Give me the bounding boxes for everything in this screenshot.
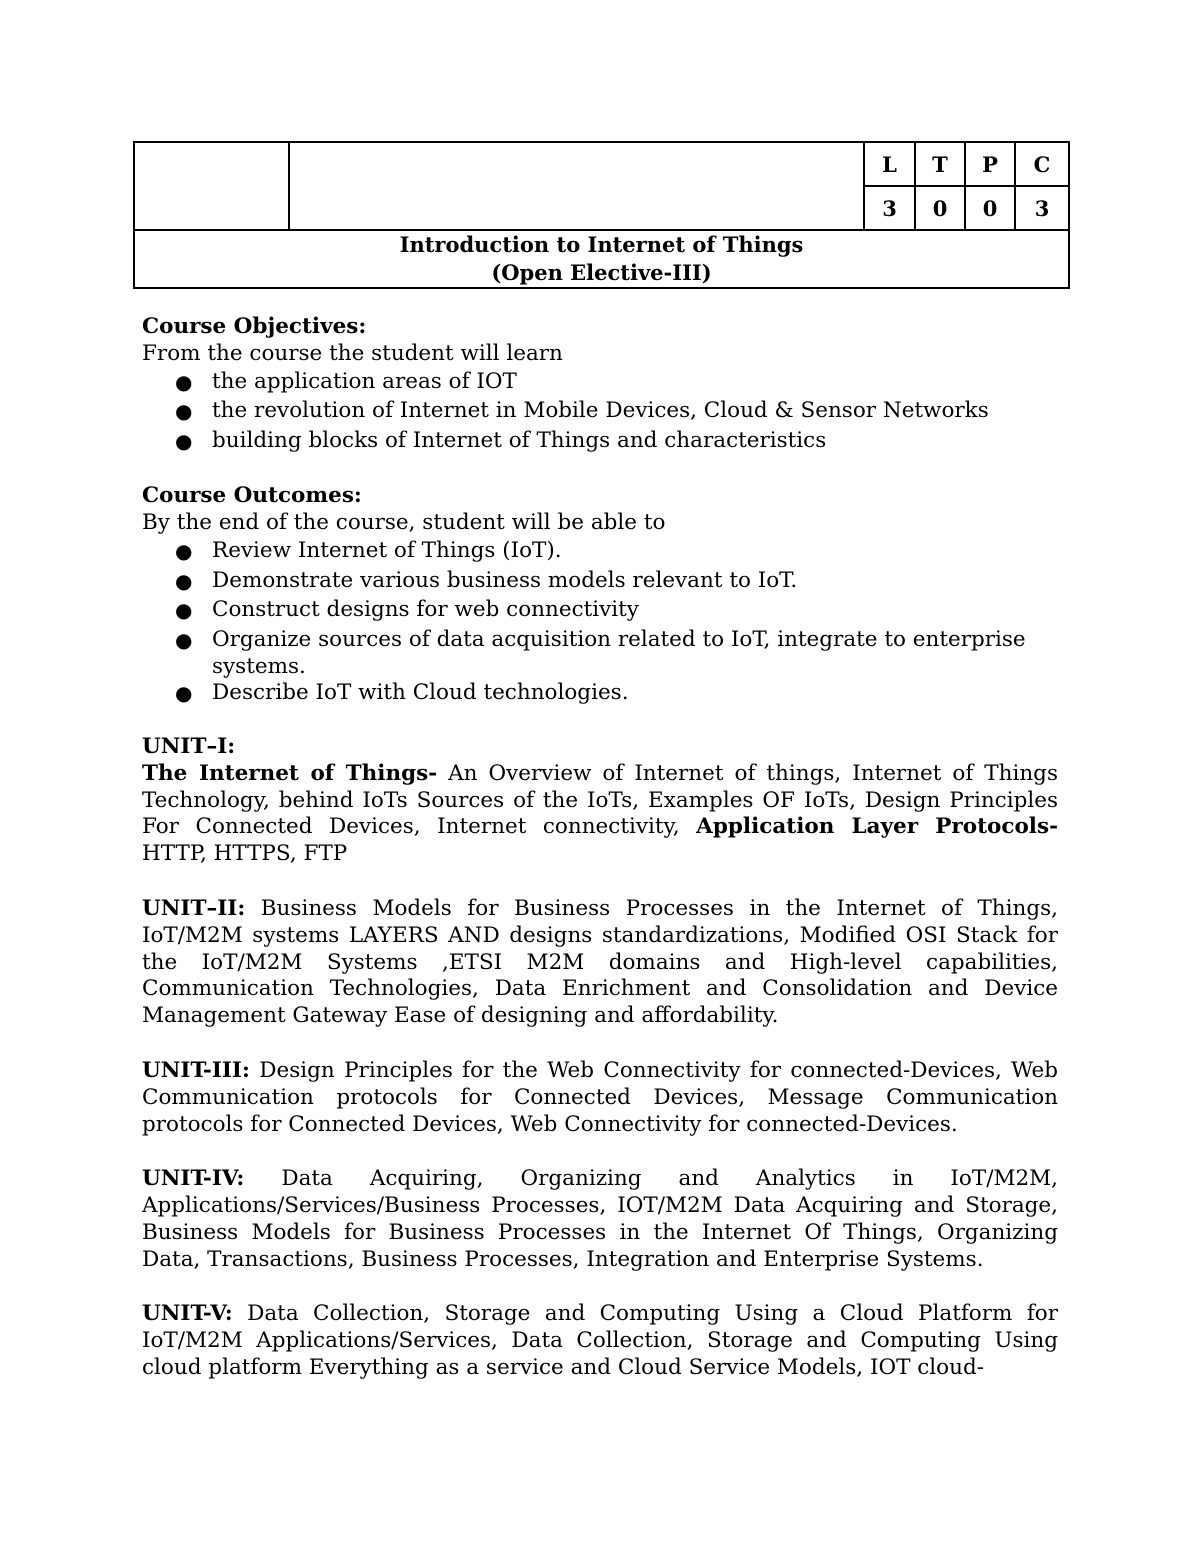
list-item: ● Review Internet of Things (IoT).	[175, 537, 562, 563]
unit2-heading: UNIT–II:	[142, 895, 246, 921]
unit4-text: Data Acquiring, Organizing and Analytics in IoT/M2M, Applications/Services/Business Processes, IOT/M2M Data Acquiring and Storage, Business Models for Business Processes in the Internet Of Things, Organizing Data, Transactions, Business Processes, Integration and Enterprise Systems.	[142, 1166, 1058, 1272]
ltpc-value-p: 0	[965, 186, 1015, 230]
course-header-table	[133, 141, 1070, 289]
ltpc-label-t: T	[915, 142, 965, 186]
bullet-icon: ●	[175, 598, 193, 623]
outcomes-heading: Course Outcomes:	[142, 483, 362, 509]
unit1-body	[142, 761, 1058, 868]
ltpc-value-c: 3	[1015, 186, 1069, 230]
list-item: ● Organize sources of data acquisition related to IoT, integrate to enterprise systems.	[175, 626, 1026, 679]
unit1-lead: The Internet of Things-	[142, 760, 438, 786]
syllabus-content	[142, 314, 1058, 1382]
unit1-text-a: An Overview of Internet of things, Internet of Things Technology, behind IoTs Sources of the IoTs, Examples OF IoTs, Design Principles For Connected Devices, Internet connectivity,	[142, 760, 1058, 840]
unit1-heading: UNIT–I:	[142, 733, 236, 759]
unit3-text: Design Principles for the Web Connectivity for connected-Devices, Web Communication protocols for Connected Devices, Message Communication protocols for Connected Devices, Web Connectivity for connected-Devices.	[142, 1057, 1058, 1137]
unit5-heading: UNIT-V:	[142, 1301, 233, 1327]
list-item: ● the revolution of Internet in Mobile Devices, Cloud & Sensor Networks	[175, 398, 989, 424]
course-title-cell	[134, 230, 1069, 288]
list-item: ● building blocks of Internet of Things and characteristics	[175, 427, 827, 453]
course-subtitle: (Open Elective-III)	[491, 260, 712, 285]
bullet-icon: ●	[175, 369, 193, 394]
ltpc-label-p: P	[965, 142, 1015, 186]
objectives-heading: Course Objectives:	[142, 314, 367, 339]
ltpc-label-l: L	[864, 142, 915, 186]
bullet-icon: ●	[175, 428, 193, 453]
objectives-list	[142, 369, 1058, 455]
unit4-heading: UNIT-IV:	[142, 1166, 245, 1192]
ltpc-value-l: 3	[864, 186, 915, 230]
outcomes-list	[142, 538, 1058, 707]
unit5-body	[142, 1301, 1058, 1381]
list-item: ● Describe IoT with Cloud technologies.	[175, 680, 629, 706]
bullet-icon: ●	[175, 627, 193, 652]
ltpc-label-c: C	[1015, 142, 1069, 186]
unit3-body	[142, 1058, 1058, 1138]
list-item: ● Construct designs for web connectivity	[175, 597, 639, 623]
bullet-icon: ●	[175, 681, 193, 706]
unit2-text: Business Models for Business Processes in the Internet of Things, IoT/M2M systems LAYERS AND designs standardizations, Modified OSI Stack for the IoT/M2M Systems ,ETSI M2M domains and High-level capabilities, Communication Technologies, Data Enrichment and Consolidation and Device Management Gateway Ease of designing and affordability.	[142, 895, 1058, 1029]
bullet-icon: ●	[175, 399, 193, 424]
unit3-heading: UNIT-III:	[142, 1057, 250, 1083]
bullet-icon: ●	[175, 538, 193, 563]
list-item: ● the application areas of IOT	[175, 368, 517, 394]
unit4-body	[142, 1166, 1058, 1273]
unit1-mid: Application Layer Protocols-	[696, 814, 1058, 840]
course-title: Introduction to Internet of Things	[399, 232, 804, 257]
ltpc-value-t: 0	[915, 186, 965, 230]
bullet-icon: ●	[175, 568, 193, 593]
objectives-intro: From the course the student will learn	[142, 340, 563, 366]
unit2-body	[142, 896, 1058, 1030]
course-code-cell	[134, 142, 289, 230]
unit5-text: Data Collection, Storage and Computing Using a Cloud Platform for IoT/M2M Applications/Services, Data Collection, Storage and Computing Using cloud platform Everything as a service and Cloud Service Models, IOT cloud-	[142, 1301, 1058, 1381]
outcomes-intro: By the end of the course, student will be able to	[142, 510, 666, 536]
course-name-cell	[289, 142, 864, 230]
list-item: ● Demonstrate various business models relevant to IoT.	[175, 567, 798, 593]
unit1-text-b: HTTP, HTTPS, FTP	[142, 841, 348, 867]
